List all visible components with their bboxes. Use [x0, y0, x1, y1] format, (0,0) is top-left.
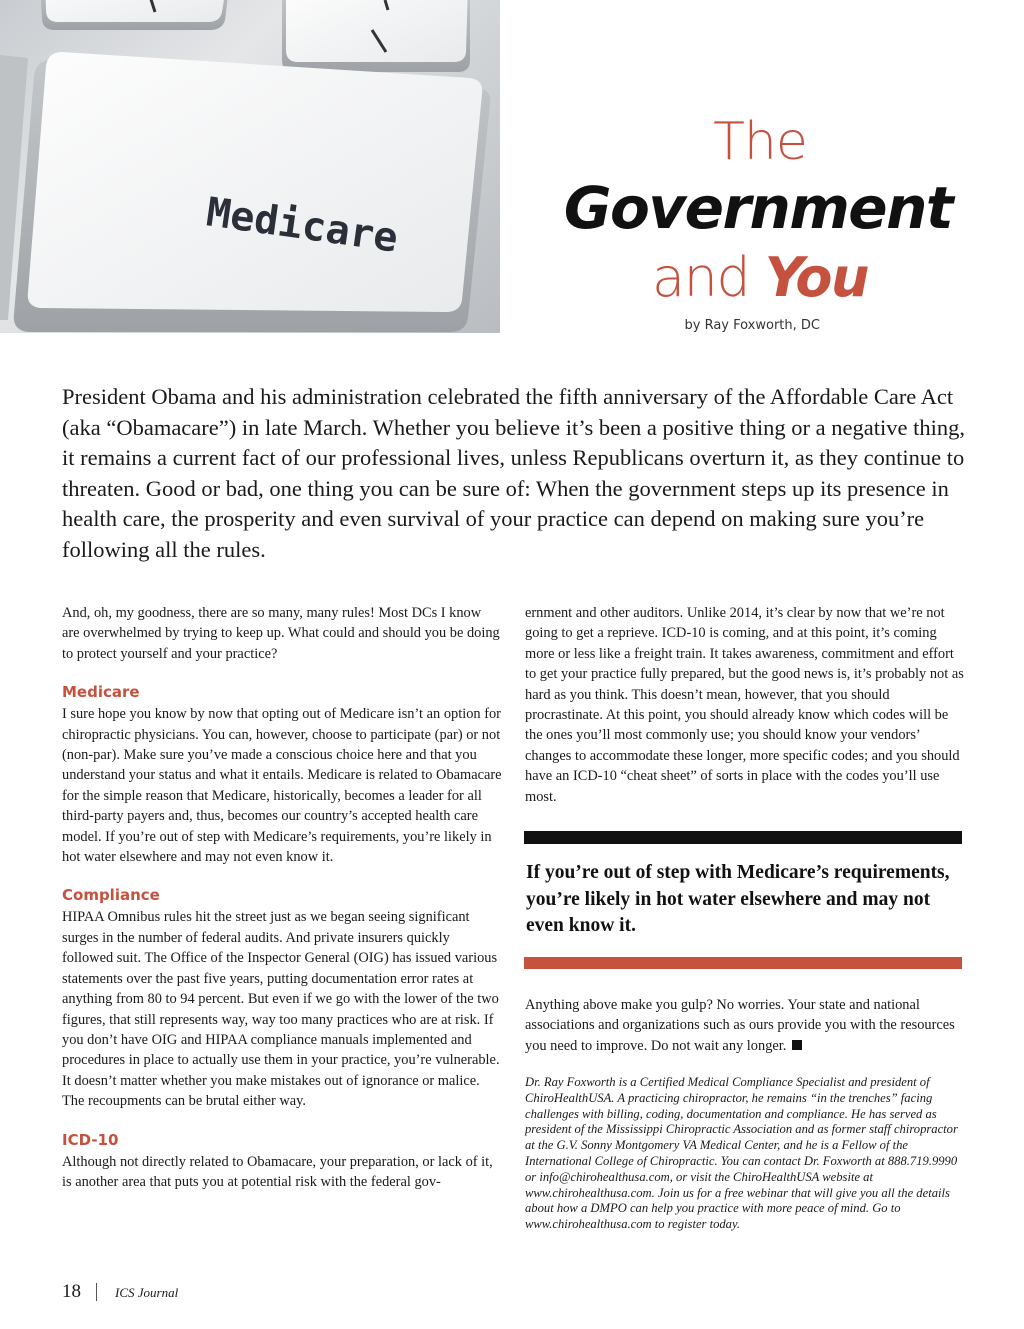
keyboard-illustration	[0, 0, 500, 333]
closing-text: Anything above make you gulp? No worries. Your state and national associations and organizations such as ours provide you with the resources you need to improve. Do not wait any longer.	[525, 997, 955, 1054]
lead-paragraph: President Obama and his administration celebrated the fifth anniversary of the Affordable Care Act (aka “Obamacare”) in late March. Whether you believe it’s been a positive thing or a negative thing, it remains a current fact of our professional lives, unless Republicans overturn it, as they continue to threaten. Good or bad, one thing you can be sure of: When the government steps up its presence in health care, the prosperity and even survival of your practice can depend on making sure you’re following all the rules.	[62, 384, 965, 562]
title-the: The	[713, 112, 807, 172]
closing-paragraph	[525, 995, 965, 1056]
journal-name: ICS Journal	[115, 1285, 179, 1300]
pull-quote: If you’re out of step with Medicare’s requirements, you’re likely in hot water elsewhere and may not even know it.	[526, 862, 950, 936]
medicare-key	[14, 52, 490, 332]
byline: by Ray Foxworth, DC	[684, 318, 820, 333]
pull-quote-bottom-bar	[524, 957, 962, 969]
medicare-paragraph: I sure hope you know by now that opting out of Medicare isn’t an option for chiropractic physicians. You can, however, choose to participate (par) or not (non-par). Make sure you’ve made a conscious choice here and that you understand your status and what it entails. Medicare is related to Obamacare for the simple reason that Medicare, historically, becomes a leader for all third-party payers and, thus, becomes our country’s accepted health care model. If you’re out of step with Medicare’s requirements, you’re likely in hot water elsewhere and may not even know it.	[62, 706, 502, 866]
title-government: Government	[563, 174, 953, 242]
footer-divider	[96, 1283, 97, 1301]
pull-quote-top-bar	[524, 831, 962, 844]
key-top-left	[40, 0, 230, 30]
title-you: You	[764, 246, 868, 309]
title-and-you	[610, 246, 910, 309]
icd-heading: ICD-10	[62, 1130, 119, 1149]
left-column	[62, 603, 502, 1192]
right-column	[525, 603, 965, 807]
compliance-heading: Compliance	[62, 886, 160, 905]
page-number: 18	[62, 1281, 81, 1302]
icd-paragraph: Although not directly related to Obamacare, your preparation, or lack of it, is another area that puts you at potential risk with the federal gov-	[62, 1153, 493, 1190]
intro-paragraph: And, oh, my goodness, there are so many, many rules! Most DCs I know are overwhelmed by trying to keep up. What could and should you be doing to protect yourself and your practice?	[62, 605, 500, 662]
medicare-key-label: Medicare	[203, 189, 401, 262]
compliance-paragraph: HIPAA Omnibus rules hit the street just as we began seeing significant surges in the number of federal audits. And private insurers quickly followed suit. The Office of the Inspector General (OIG) has issued various statements over the past five years, putting documentation error rates at anything from 80 to 94 percent. But even if we go with the lower of the two figures, that still represents way, way too many practices who are at risk. If you don’t have OIG and HIPAA compliance manuals implemented and procedures in place to actually use them in your practice, you’re vulnerable. It doesn’t matter whether you make mistakes out of ignorance or malice. The recoupments can be brutal either way.	[62, 909, 500, 1110]
hero-image	[0, 0, 500, 333]
icd-continued-paragraph: ernment and other auditors. Unlike 2014, it’s clear by now that we’re not going to get a reprieve. ICD-10 is coming, and at this point, it’s coming more or less like a freight train. It takes awareness, commitment and effort to get your practice fully prepared, but the good news is, it’s probably not as hard as you think. This doesn’t mean, however, that you should procrastinate. At this point, you should already know which codes will be the ones you’ll most commonly use; you should know your vendors’ changes to accommodate these longer, more specific codes; and you should have an ICD-10 “cheat sheet” of sorts in place with the codes you’ll use most.	[525, 605, 964, 805]
author-bio: Dr. Ray Foxworth is a Certified Medical Compliance Specialist and president of ChiroHealthUSA. A practicing chiropractor, he remains “in the trenches” facing challenges with billing, coding, documentation and compliance. He has served as president of the Mississippi Chiropractic Association and as former staff chiropractor at the G.V. Sonny Montgomery VA Medical Center, and he is a Fellow of the International College of Chiropractic. You can contact Dr. Foxworth at 888.719.9990 or info@chirohealthusa.com, or visit the ChiroHealthUSA website at www.chirohealthusa.com. Join us for a free webinar that will give you all the details about how a DMPO can help you practice with more peace of mind. Go to www.chirohealthusa.com to register today.	[525, 1075, 958, 1232]
medicare-heading: Medicare	[62, 683, 140, 702]
title-and: and	[652, 246, 750, 309]
key-top-right	[282, 0, 470, 72]
end-mark-icon	[792, 1040, 802, 1050]
